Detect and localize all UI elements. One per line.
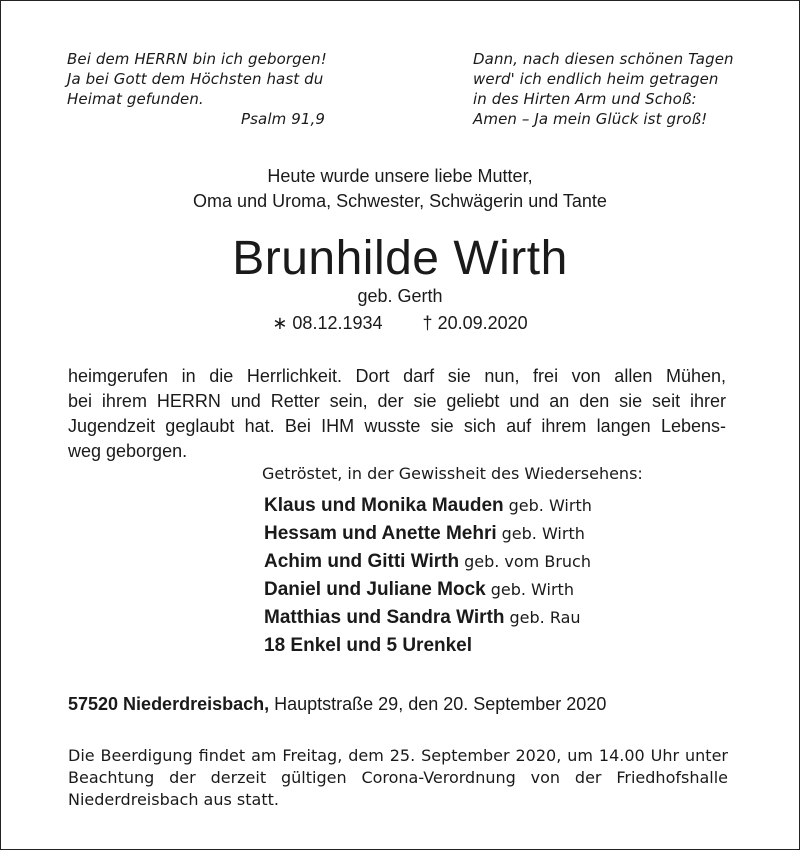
verse-left — [67, 49, 329, 129]
verse-line: werd' ich endlich heim getragen — [473, 70, 719, 88]
body-line: heimgerufen in die Herrlichkeit. Dort darf sie nun, frei von allen Mühen, — [68, 366, 726, 386]
verse-line: Amen – Ja mein Glück ist groß! — [473, 110, 708, 128]
birth-symbol-icon: ∗ — [272, 313, 288, 333]
verse-line: in des Hirten Arm und Schoß: — [473, 90, 697, 108]
family-name: Daniel und Juliane Mock — [264, 579, 486, 600]
family-born: geb. Wirth — [490, 580, 574, 599]
intro-text — [1, 164, 799, 214]
funeral-line: Niederdreisbach aus statt. — [68, 790, 279, 809]
verse-line: Dann, nach diesen schönen Tagen — [473, 50, 734, 68]
body-paragraph — [68, 364, 726, 464]
intro-line: Heute wurde unsere liebe Mutter, — [267, 166, 533, 186]
body-line: bei ihrem HERRN und Retter sein, der sie geliebt und an den sie seit ihrer — [68, 391, 726, 411]
mourners-intro: Getröstet, in der Gewissheit des Wiedersehens: — [262, 464, 643, 483]
death-symbol-icon: † — [422, 313, 433, 333]
funeral-line: Die Beerdigung findet am Freitag, dem 25. September 2020, um 14.00 Uhr unter — [68, 746, 728, 765]
body-line: Jugendzeit geglaubt hat. Bei IHM wusste sie sich auf ihrem langen Lebens- — [68, 416, 726, 436]
list-item — [264, 576, 734, 604]
list-item — [264, 520, 734, 548]
deceased-name: Brunhilde Wirth — [232, 232, 568, 285]
verse-right — [473, 49, 743, 129]
list-item — [264, 492, 734, 520]
family-name: Matthias und Sandra Wirth — [264, 607, 505, 628]
death-date: 20.09.2020 — [437, 313, 528, 333]
funeral-notice — [68, 745, 728, 811]
list-item — [264, 632, 734, 660]
family-born: geb. vom Bruch — [464, 552, 591, 571]
family-name: Hessam und Anette Mehri — [264, 523, 497, 544]
family-born: geb. Wirth — [501, 524, 585, 543]
family-born: geb. Rau — [509, 608, 581, 627]
place-address-date: Hauptstraße 29, den 20. September 2020 — [269, 694, 607, 714]
family-name: 18 Enkel und 5 Urenkel — [264, 635, 473, 656]
family-name: Klaus und Monika Mauden — [264, 495, 504, 516]
maiden-name: geb. Gerth — [357, 286, 443, 306]
family-born: geb. Wirth — [508, 496, 592, 515]
funeral-line: Beachtung der derzeit gültigen Corona-Verordnung von der Friedhofshalle — [68, 768, 728, 787]
body-line: weg geborgen. — [68, 441, 188, 461]
verse-line: Ja bei Gott dem Höchsten hast du — [67, 70, 324, 88]
verse-reference: Psalm 91,9 — [241, 110, 325, 128]
place-date-line — [68, 691, 606, 717]
mourners-list — [264, 492, 734, 660]
birth-date: 08.12.1934 — [292, 313, 383, 333]
verse-line: Heimat gefunden. — [67, 90, 204, 108]
place-town: 57520 Niederdreisbach, — [68, 694, 270, 714]
life-dates — [1, 310, 799, 336]
verse-line: Bei dem HERRN bin ich geborgen! — [67, 50, 327, 68]
intro-line: Oma und Uroma, Schwester, Schwägerin und Tante — [193, 191, 607, 211]
family-name: Achim und Gitti Wirth — [264, 551, 460, 572]
list-item — [264, 548, 734, 576]
list-item — [264, 604, 734, 632]
